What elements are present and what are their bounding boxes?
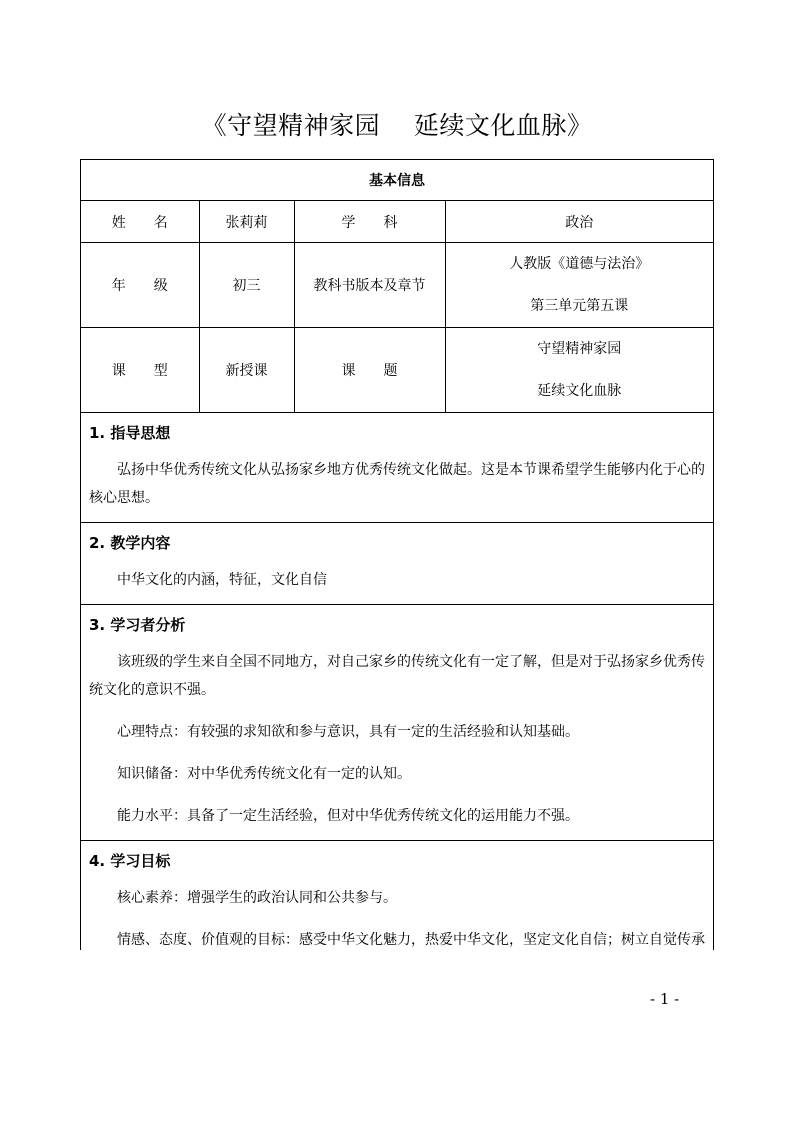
edition-line-2: 第三单元第五课 [530,298,629,314]
topic-line-2: 延续文化血脉 [537,383,622,399]
topic-label: 课 题 [294,328,445,413]
edition-value [445,243,713,328]
title-part-1: 《守望精神家园 [201,111,381,140]
type-label: 课 型 [81,328,199,413]
basic-info-header: 基本信息 [81,160,713,201]
page-number: - 1 - [650,990,680,1008]
type-value: 新授课 [199,328,294,413]
section-paragraph: 能力水平：具备了一定生活经验，但对中华优秀传统文化的运用能力不强。 [117,808,579,824]
section-learning-objectives [81,841,713,950]
name-label: 姓 名 [81,201,199,243]
document-title [0,106,794,142]
section-learner-analysis [81,605,713,841]
topic-line-1: 守望精神家园 [537,341,622,357]
section-paragraph: 该班级的学生来自全国不同地方，对自己家乡的传统文化有一定了解，但是对于弘扬家乡优秀传统文化的意识不强。 [89,654,705,698]
section-paragraph: 知识储备：对中华优秀传统文化有一定的认知。 [117,766,411,782]
grade-value: 初三 [199,243,294,328]
lesson-plan-table [80,159,714,950]
section-title: 4. 学习目标 [89,852,171,870]
subject-value: 政治 [445,201,713,243]
section-paragraph: 中华文化的内涵，特征，文化自信 [117,572,327,588]
edition-label: 教科书版本及章节 [294,243,445,328]
edition-line-1: 人教版《道德与法治》 [509,256,650,272]
section-guiding-ideology [81,413,713,523]
section-teaching-content [81,523,713,605]
section-paragraph: 核心素养：增强学生的政治认同和公共参与。 [117,890,397,906]
section-title: 2. 教学内容 [89,534,171,552]
subject-label: 学 科 [294,201,445,243]
name-value: 张莉莉 [199,201,294,243]
section-paragraph: 弘扬中华优秀传统文化从弘扬家乡地方优秀传统文化做起。这是本节课希望学生能够内化于心的核心思想。 [89,462,705,506]
topic-value [445,328,713,413]
title-part-2: 延续文化血脉》 [413,111,593,140]
section-title: 1. 指导思想 [89,424,171,442]
basic-info-table [81,160,713,413]
section-paragraph: 心理特点：有较强的求知欲和参与意识，具有一定的生活经验和认知基础。 [117,724,579,740]
section-paragraph: 情感、态度、价值观的目标：感受中华文化魅力，热爱中华文化，坚定文化自信；树立自觉传承 [117,932,705,948]
grade-label: 年 级 [81,243,199,328]
section-title: 3. 学习者分析 [89,616,186,634]
